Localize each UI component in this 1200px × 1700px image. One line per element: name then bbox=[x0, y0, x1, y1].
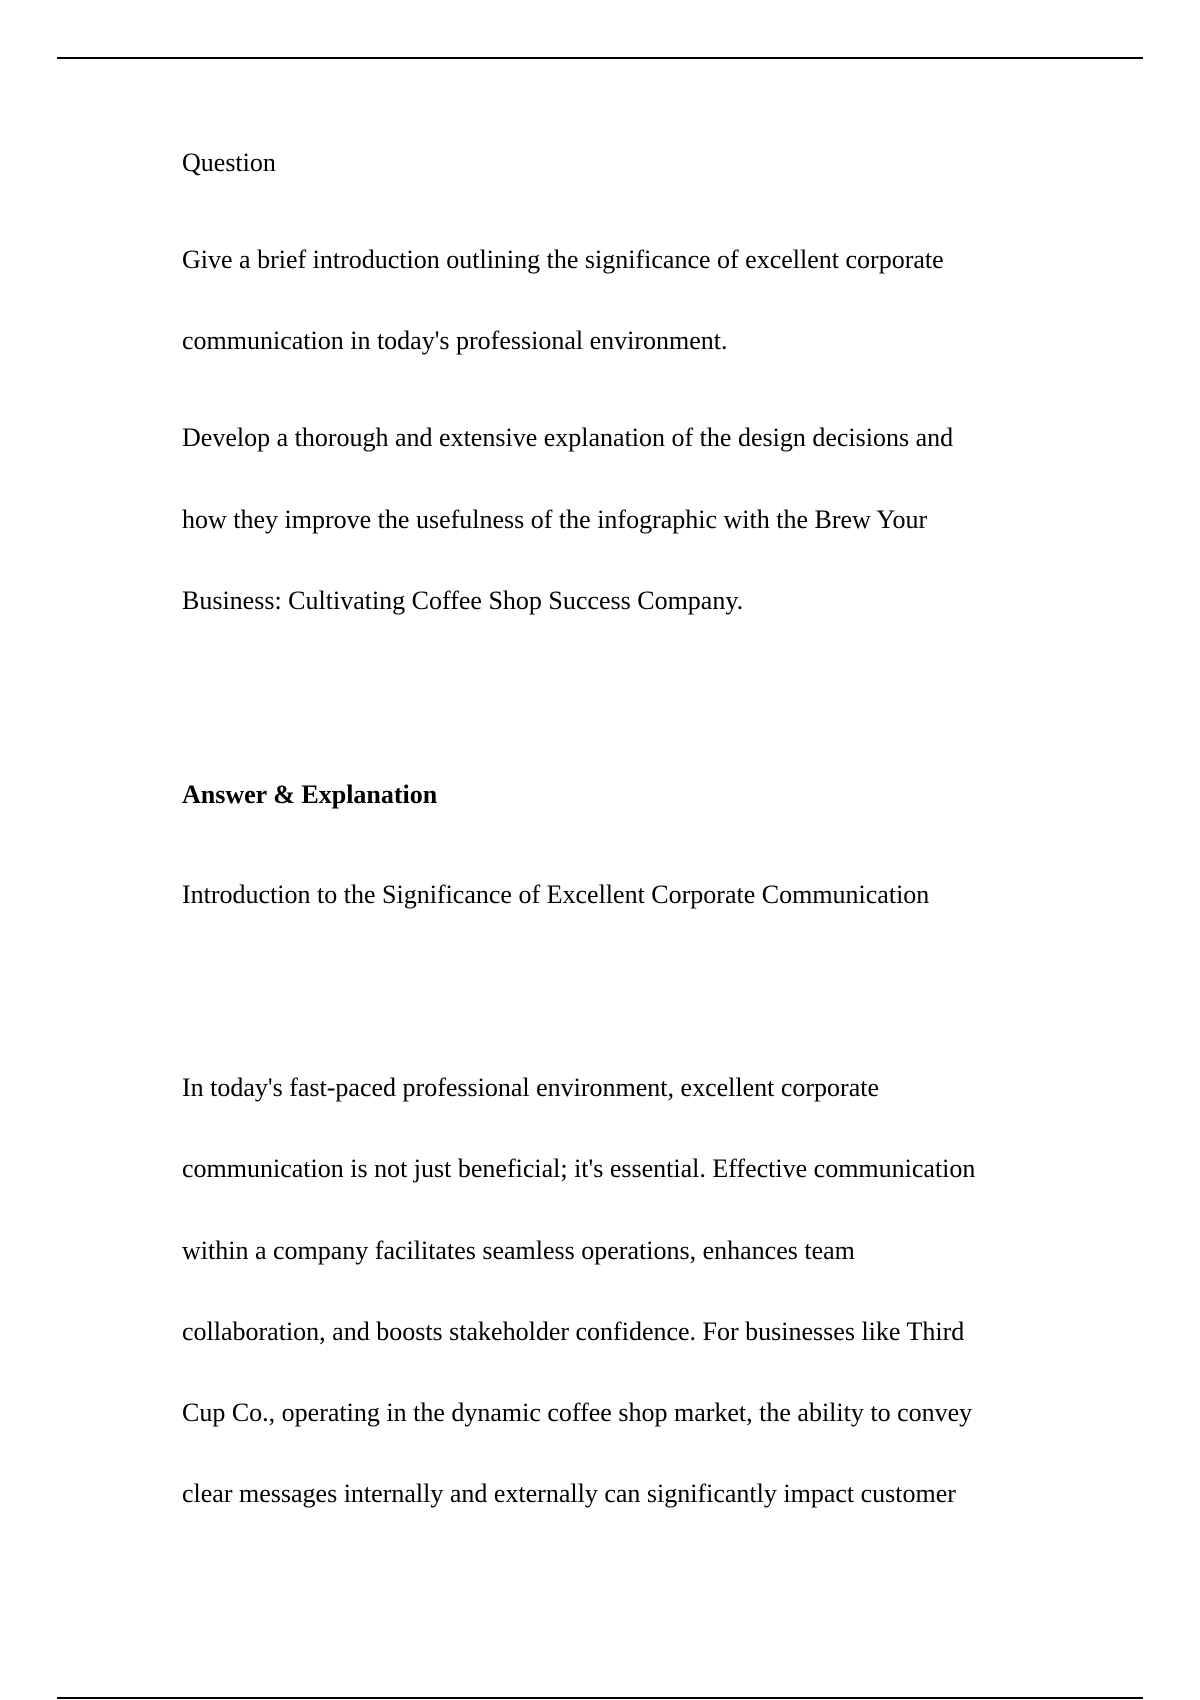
question-paragraph-1-line-2: communication in today's professional environment. bbox=[182, 326, 728, 355]
answer-paragraph-line-1: In today's fast-paced professional environment, excellent corporate bbox=[182, 1073, 880, 1102]
question-paragraph-2-line-2: how they improve the usefulness of the infographic with the Brew Your bbox=[182, 505, 928, 534]
answer-paragraph-line-5: Cup Co., operating in the dynamic coffee shop market, the ability to convey bbox=[182, 1398, 973, 1427]
bottom-rule bbox=[57, 1697, 1143, 1699]
answer-paragraph-line-4: collaboration, and boosts stakeholder confidence. For businesses like Third bbox=[182, 1317, 965, 1346]
answer-paragraph-line-2: communication is not just beneficial; it's essential. Effective communication bbox=[182, 1154, 976, 1183]
question-paragraph-1-line-1: Give a brief introduction outlining the significance of excellent corporate bbox=[182, 245, 944, 274]
question-label: Question bbox=[182, 148, 276, 177]
question-paragraph-2-line-1: Develop a thorough and extensive explanation of the design decisions and bbox=[182, 423, 954, 452]
top-rule bbox=[57, 57, 1143, 59]
answer-heading: Answer & Explanation bbox=[182, 780, 438, 809]
question-paragraph-2-line-3: Business: Cultivating Coffee Shop Success Company. bbox=[182, 586, 744, 615]
answer-paragraph-line-3: within a company facilitates seamless operations, enhances team bbox=[182, 1236, 855, 1265]
answer-paragraph-line-6: clear messages internally and externally can significantly impact customer bbox=[182, 1479, 956, 1508]
answer-subheading: Introduction to the Significance of Excellent Corporate Communication bbox=[182, 880, 930, 909]
